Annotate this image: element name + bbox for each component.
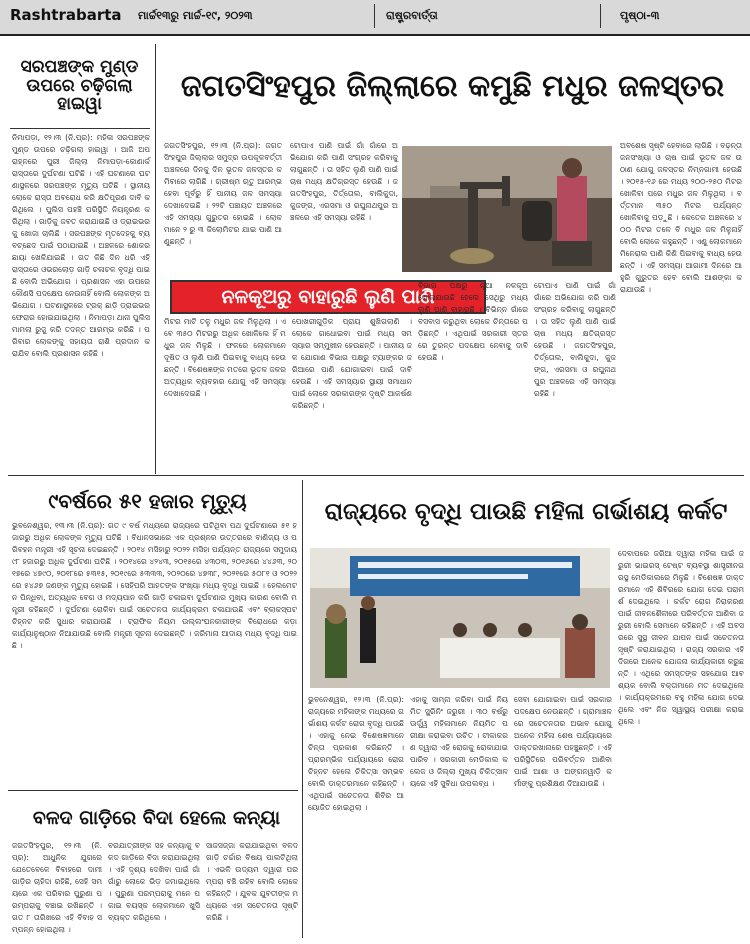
jagatsinghpur-col3a: ମିଟର ମାଟି ତଳୁ ମଧୁର ଜଳ ମିଳୁଥିଲା । ଏବେ ୩୫୦ ମିଟରରୁ ଅଧିକ ଖୋଳିଲେ ହିଁ ମଧୁର ଜଳ ମିଳୁଛି । ଫଳରେ ଲୋକମାନେ ଦୂଷିତ ଓ ଲୁଣି ପାଣି ପିଇବାକୁ ବାଧ୍ୟ ହେଉଛନ୍ତି । ବିଶେଷଜ୍ଞଙ୍କ ମତରେ ଭୂତଳ ଜଳର ଅତ୍ୟଧିକ ବ୍ୟବହାର ଯୋଗୁ ଏହି ସମସ୍ୟା ଦେଖାଦେଇଛି । [164,317,289,398]
bullock-cart-col1: ଜଗତସିଂହପୁର, ୧୨।୩ (ନି.ପ୍ର): ଆଧୁନିକ ଯୁଗରେ ଯେତେବେଳେ ବିବାହରେ ଦାମୀ ଗାଡ଼ିର ଚାହିଦା ରହିଛି, ସେହି ସମୟରେ ଏକ ପରିବାର ପୁରୁଣା ପରମ୍ପରାକୁ ବଞ୍ଚାଇ ରଖିଛନ୍ତି । ଗତ ୮ ତାରିଖରେ ଏହି ବିବାହ ସମ୍ପନ୍ନ ହୋଇଥିଲା । [12,841,105,934]
bullock-cart-col2: ବରଯାତ୍ରୀଙ୍କ ସହ କନ୍ୟାକୁ ବଳଦ ଗାଡ଼ିରେ ବିଦା କରାଯାଇଥିଲା । ଏହି ଦୃଶ୍ୟ ଦେଖିବା ପାଇଁ ଗାଁ ଗାଁରୁ ଲୋକେ ଭିଡ଼ ଜମାଇଥିଲେ । ପୁରୁଣା ପରମ୍ପରାକୁ ମନେ ପକାଇ ବୟସ୍କ ଲୋକମାନେ ଖୁସି ବ୍ୟକ୍ତ କରିଥିଲେ । [108,841,203,922]
cancer-col2: ଏହାକୁ ସାମ୍ନା କରିବା ପାଇଁ ନିୟମିତ ସ୍କ୍ରିନିଂ ଜରୁରୀ । ୩୦ ବର୍ଷରୁ ଊର୍ଦ୍ଧ୍ୱ ମହିଳାମାନେ ନିୟମିତ ପରୀକ୍ଷା କରାଇବା ଉଚିତ । ଟୀକାକରଣ ଦ୍ୱାରା ଏହି ରୋଗକୁ ରୋକାଯାଇପାରିବ । ସରକାରୀ ମେଡିକାଲ କଲେଜ ଓ ଜିଲ୍ଲା ମୁଖ୍ୟ ଚିକିତ୍ସାଳୟରେ ଏହି ସୁବିଧା ଉପଲବ୍ଧ । [410,695,511,788]
jagatsinghpur-col4b: ଟୋପାଏ ପାଣି ପାଇଁ ଗାଁ ଗାଁରେ ଅଭିଯୋଗ କରି ପାଣି ସଂଗ୍ରହ କରିବାକୁ ଲାଗୁଛନ୍ତି । ତା ସହିତ ଲୁଣି ପାଣି ପାଇଁ ଚାଷ ମଧ୍ୟ କ୍ଷତିଗ୍ରସ୍ତ ହେଉଛି । ଜଗତସିଂହପୁର, ତିର୍ତ୍ତୋଲ, ବାଲିକୁଦା, କୁଜଙ୍ଗ, ଏରସମା ଓ ରଘୁନାଥପୁର ଅଞ୍ଚଳରେ ଏହି ସମସ୍ୟା ରହିଛି । [534,281,619,398]
section-divider [8,475,744,476]
jagatsinghpur-col4: ବିଭାଗ ପକ୍ଷରୁ ନୂଆ ନଳକୂଅ ଖୋଳାଯାଉଛି ହେଲେ ସେଥିରୁ ମଧ୍ୟ ଲୁଣି ପାଣି ବାହାରୁଛି । ବିଭିନ୍ନ ଗାଁରେ ବସବାସ କରୁଥିବା ଲୋକେ ଚିନ୍ତାରେ ପଡ଼ିଛନ୍ତି । ଏଥିପାଇଁ ସରକାରୀ ସ୍ତରରେ ତୁରନ୍ତ ପଦକ୍ଷେପ ନେବାକୁ ଦାବି ହେଉଛି । [418,281,531,362]
page-number: ପୃଷ୍ଠା-୩ [620,9,660,22]
header-divider [374,4,375,28]
conference-photo-icon [310,548,610,688]
bullock-cart-headline: ବଳଦ ଗାଡ଼ିରେ ବିଦା ହେଲେ କନ୍ୟା [32,807,281,829]
jagatsinghpur-col3b: ପୋଖରୀଗୁଡ଼ିକ ପ୍ରାୟ ଶୁଖିଗଲାଣି । ଲୋକେ ଗାଧୋଇବା ପାଇଁ ମଧ୍ୟ ସମସ୍ୟାର ସମ୍ମୁଖୀନ ହେଉଛନ୍ତି । ପାନୀୟ ଜଳ ଯୋଗାଣ ବିଭାଗ ପକ୍ଷରୁ ଟ୍ୟାଙ୍କର ଜରିଆରେ ପାଣି ଯୋଗାଇବା ପାଇଁ ଦାବି ହେଉଛି । ଏହି ସମସ୍ୟାର ସ୍ଥାୟୀ ସମାଧାନ ପାଇଁ ଲୋକେ ସରକାରଙ୍କ ଦୃଷ୍ଟି ଆକର୍ଷଣ କରିଛନ୍ତି । [292,317,415,410]
jagatsinghpur-col1: ଜଗତସିଂହପୁର, ୧୨।୩ (ନି.ପ୍ର): ଜଗତସିଂହପୁର ଜିଲ୍ଲାର ସମୁଦ୍ର ଉପକୂଳବର୍ତ୍ତୀ ଅଞ୍ଚଳରେ ଦିନକୁ ଦିନ ଭୂତଳ ଜଳସ୍ତର କମିବାରେ ଲାଗିଛି । ଗ୍ରୀଷ୍ମ ଋତୁ ଆରମ୍ଭ ହେବା ପୂର୍ବରୁ ହିଁ ପାନୀୟ ଜଳ ସମସ୍ୟା ଦେଖାଦେଇଛି । ୨୨ଟି ପଞ୍ଚାୟତ ଅଞ୍ଚଳରେ ଏହି ସମସ୍ୟା ଗୁରୁତର ହୋଇଛି । ଲୋକମାନେ ୨ ରୁ ୩ କିଲୋମିଟର ଯାଇ ପାଣି ଆଣୁଛନ୍ତି । [164,141,285,246]
cancer-col3: ସେବା ଯୋଗାଇବା ପାଇଁ ସରକାର ପଦକ୍ଷେପ ନେଉଛନ୍ତି । ଗ୍ରାମାଞ୍ଚଳରେ ସଚେତନତାର ଅଭାବ ଯୋଗୁ ଅନେକ ମହିଳା ଶେଷ ପର୍ଯ୍ୟାୟରେ ଡାକ୍ତରଖାନାରେ ପହଞ୍ଚୁଛନ୍ତି । ଏହି ପରିସ୍ଥିତିରେ ପରିବର୍ତ୍ତନ ଆଣିବା ପାଇଁ ଆଶା ଓ ଅଙ୍ଗନୱାଡ଼ି କର୍ମୀଙ୍କୁ ପ୍ରଶିକ୍ଷଣ ଦିଆଯାଉଛି । [514,695,615,788]
jagatsinghpur-headline: ଜଗତସିଂହପୁର ଜିଲ୍ଲାରେ କମୁଛି ମଧୁର ଜଳସ୍ତର [180,69,725,104]
cancer-headline: ରାଜ୍ୟରେ ବୃଦ୍ଧି ପାଉଛି ମହିଳା ଗର୍ଭାଶୟ କର୍କଟ [324,499,728,525]
bullock-cart-col3: ସାଜସଜ୍ଜା କରାଯାଇଥିବା ବଳଦ ଗାଡ଼ି ଚର୍ଚ୍ଚାର ବିଷୟ ପାଲଟିଥିଲା । ଏଭଳି ଉଦ୍ୟମ ଦ୍ୱାରା ପରମ୍ପରା ବଞ୍ଚି ରହିବ ବୋଲି ଲୋକେ କହିଛନ୍ତି । ଯୁବକ ଯୁବତୀଙ୍କ ମଧ୍ୟରେ ଏହା ସଚେତନତା ସୃଷ୍ଟି କରିଛି । [206,841,301,922]
cancer-col1: ଭୁବନେଶ୍ୱର, ୧୨।୩ (ନି.ପ୍ର): ରାଜ୍ୟରେ ମହିଳାଙ୍କ ମଧ୍ୟରେ ଗର୍ଭାଶୟ କର୍କଟ ରୋଗ ବୃଦ୍ଧି ପାଉଛି । ଏହାକୁ ନେଇ ବିଶେଷଜ୍ଞମାନେ ଚିନ୍ତା ପ୍ରକାଶ କରିଛନ୍ତି । ପ୍ରାରମ୍ଭିକ ପର୍ଯ୍ୟାୟରେ ରୋଗ ଚିହ୍ନଟ ହେଲେ ଚିକିତ୍ସା ସମ୍ଭବ ବୋଲି ଡାକ୍ତରମାନେ କହିଛନ୍ତି । ଏଥିପାଇଁ ସଚେତନତା ଶିବିର ଆୟୋଜିତ ହୋଇଥିଲା । [308,695,407,812]
issue-date: ମାର୍ଚ୍ଚ୧୩ରୁ ମାର୍ଚ୍ଚ-୧୯, ୨୦୨୩ [138,9,253,22]
header-divider [600,4,601,28]
sarpanch-headline: ସରପଞ୍ଚଙ୍କ ମୁଣ୍ଡ ଉପରେ ଚଢ଼ିଗଲା ହାଇୱା [20,57,139,115]
ninety-years-body: ଭୁବନେଶ୍ୱର, ୧୩।୩ (ନି.ପ୍ର): ଗତ ୯ ବର୍ଷ ମଧ୍ୟରେ ରାଜ୍ୟରେ ଘଟିଥିବା ପଥ ଦୁର୍ଘଟଣାରେ ୫୧ ହଜାରରୁ ଅଧିକ ଲୋକଙ୍କ ମୃତ୍ୟୁ ଘଟିଛି । ବିଧାନସଭାରେ ଏକ ପ୍ରଶ୍ନର ଉତ୍ତରରେ ବାଣିଜ୍ୟ ଓ ପରିବହନ ମନ୍ତ୍ରୀ ଏହି ସୂଚନା ଦେଇଛନ୍ତି । ୨୦୧୪ ମସିହାରୁ ୨୦୨୨ ମସିହା ପର୍ଯ୍ୟନ୍ତ ରାଜ୍ୟରେ ସମୁଦାୟ ୯୮ ହଜାରରୁ ଅଧିକ ଦୁର୍ଘଟଣା ଘଟିଛି । ୨୦୧୪ରେ ୪୨୪୩, ୨୦୧୫ରେ ୪୩୦୩, ୨୦୧୬ରେ ୪୪୬୩, ୨୦୧୭ରେ ୪୭୯୦, ୨୦୧୮ରେ ୫୩୧୫, ୨୦୧୯ରେ ୫୩୩୩, ୨୦୨୦ରେ ୪୭୩୮, ୨୦୨୧ରେ ୫୦୮୧ ଓ ୨୦୨୨ରେ ୫୪୬୭ ଜଣଙ୍କ ମୃତ୍ୟୁ ହୋଇଛି । ସେହିପରି ଆହତଙ୍କ ସଂଖ୍ୟା ମଧ୍ୟ ବୃଦ୍ଧି ପାଇଛି । ହେଲମେଟ ନ ପିନ୍ଧିବା, ଅତ୍ୟଧିକ ବେଗ ଓ ମଦ୍ୟପାନ କରି ଗାଡ଼ି ଚଳାଇବା ଦୁର୍ଘଟଣାର ମୁଖ୍ୟ କାରଣ ବୋଲି ମନ୍ତ୍ରୀ କହିଛନ୍ତି । ଦୁର୍ଘଟଣା ରୋକିବା ପାଇଁ ସଚେତନତା କାର୍ଯ୍ୟକ୍ରମ ଚଳାଯାଉଛି ଏବଂ ବ୍ଲାକସ୍ପଟ ଚିହ୍ନଟ କରି ସୁଧାର କରାଯାଉଛି । ଟ୍ରାଫିକ ନିୟମ ଉଲ୍ଲଂଘନକାରୀଙ୍କ ବିରୋଧରେ କଡ଼ା କାର୍ଯ୍ୟାନୁଷ୍ଠାନ ନିଆଯାଉଛି ବୋଲି ମନ୍ତ୍ରୀ ସୂଚନା ଦେଇଛନ୍ତି । ଜରିମାନା ଆଦାୟ ମଧ୍ୟ ବୃଦ୍ଧି ପାଇଛି । [12,521,300,650]
salt-water-banner: ନଳକୂଅରୁ ବାହାରୁଛି ଲୁଣି ପାଣି [170,280,486,314]
masthead: Rashtrabarta [10,6,122,24]
hand-pump-photo-icon [402,146,612,272]
column-rule [302,480,303,938]
page-header [0,0,750,36]
jagatsinghpur-col5: ଅବଶେଷ ସୃଷ୍ଟି ହେବାରେ ଲାଗିଛି । ବଢ଼ନ୍ତା ଜନସଂଖ୍ୟା ଓ ଚାଷ ପାଇଁ ଭୂତଳ ଜଳ ଉଠାଣ ଯୋଗୁ ଜଳସ୍ତର ନିମ୍ନଗାମୀ ହେଉଛି । ୨୦୧୫-୧୬ ରେ ମଧ୍ୟ ୨୦୦-୨୫୦ ମିଟର ଖୋଳିବା ପରେ ମଧୁର ଜଳ ମିଳୁଥିଲା । ବର୍ତ୍ତମାନ ୩୫୦ ମିଟର ପର୍ଯ୍ୟନ୍ତ ଖୋଳିବାକୁ ପଡ଼ୁଛି । କେତେକ ଅଞ୍ଚଳରେ ୪୦୦ ମିଟର ତଳେ ବି ମଧୁର ଜଳ ମିଳୁନାହିଁ ବୋଲି ଲୋକେ କହୁଛନ୍ତି । ଏଣୁ ଲୋକମାନେ ମିନେରାଲ ପାଣି କିଣି ପିଇବାକୁ ବାଧ୍ୟ ହେଉଛନ୍ତି । ଏହି ସମସ୍ୟା ଆଗାମୀ ଦିନରେ ଆହୁରି ଗୁରୁତର ହେବ ବୋଲି ଆଶଙ୍କା କରାଯାଉଛି । [620,141,745,294]
section-divider [8,790,298,791]
sarpanch-body: ନିମାପଡ଼ା, ୧୨।୩ (ନି.ପ୍ର): ମହିଳା ସରପଞ୍ଚଙ୍କ ମୁଣ୍ଡ ଉପରେ ଚଢ଼ିଗଲା ହାଇୱା । ଆଜି ଅପରାହ୍ନରେ ପୁରୀ ଜିଲ୍ଲା ନିମାପଡ଼ା-କୋଣାର୍କ ରାସ୍ତାରେ ଦୁର୍ଘଟଣା ଘଟିଛି । ଏହି ଘଟଣାରେ ଘଟଣାସ୍ଥଳରେ ସରପଞ୍ଚଙ୍କ ମୃତ୍ୟୁ ଘଟିଛି । ସ୍ଥାନୀୟ ଲୋକେ ରାସ୍ତା ଅବରୋଧ କରି କ୍ଷତିପୂରଣ ଦାବି କରିଥିଲେ । ପୁଲିସ ପହଞ୍ଚି ପରିସ୍ଥିତି ନିୟନ୍ତ୍ରଣ କରିଥିଲା । ଗାଡ଼ିକୁ ଜବତ କରାଯାଇଛି ଓ ଡ୍ରାଇଭରକୁ ଖୋଜା ଚାଲିଛି । ସରପଞ୍ଚଙ୍କ ମୃତଦେହକୁ ବ୍ୟବଚ୍ଛେଦ ପାଇଁ ପଠାଯାଇଛି । ଅଞ୍ଚଳରେ ଶୋକର ଛାୟା ଖେଳିଯାଇଛି । ଗତ କିଛି ଦିନ ଧରି ଏହି ରାସ୍ତାରେ ଓଭରଲୋଡ଼ ଗାଡ଼ି ଚଳାଚଳ ବୃଦ୍ଧି ପାଇଛି ବୋଲି ଅଭିଯୋଗ । ପ୍ରଶାସନ ଏହା ଉପରେ କୌଣସି ପଦକ୍ଷେପ ନେଉନାହିଁ ବୋଲି ଲୋକଙ୍କ ଅଭିଯୋଗ । ଘଟଣାସ୍ଥଳରେ ଟ୍ରକ୍ ଛାଡ଼ି ଡ୍ରାଇଭର ଫେରାର ହୋଇଯାଇଥିଲା । ନିମାପଡ଼ା ଥାନା ପୁଲିସ ମାମଲା ରୁଜୁ କରି ତଦନ୍ତ ଆରମ୍ଭ କରିଛି । ପରିବାର ଲୋକଙ୍କୁ ସହାୟତା ରାଶି ପ୍ରଦାନ କରାଯିବ ବୋଲି ପ୍ରଶାସନ କହିଛି । [12,133,153,358]
jagatsinghpur-col2: ଟୋପାଏ ପାଣି ପାଇଁ ଗାଁ ଗାଁରେ ଅଭିଯୋଗ କରି ପାଣି ସଂଗ୍ରହ କରିବାକୁ ଲାଗୁଛନ୍ତି । ତା ସହିତ ଲୁଣି ପାଣି ପାଇଁ ଚାଷ ମଧ୍ୟ କ୍ଷତିଗ୍ରସ୍ତ ହେଉଛି । ଜଗତସିଂହପୁର, ତିର୍ତ୍ତୋଲ, ବାଲିକୁଦା, କୁଜଙ୍ଗ, ଏରସମା ଓ ରଘୁନାଥପୁର ଅଞ୍ଚଳରେ ଏହି ସମସ୍ୟା ରହିଛି । [290,141,401,222]
cancer-col4: ଦେବାପରେ ଜରିଆ ଦ୍ୱାରା ମହିଳା ପାଇଁ ଜରୁରୀ ଭାଇରସ୍ ଟେଷ୍ଟ ବ୍ୟବସ୍ଥା ଶାସ୍ତ୍ରୀନଗରସ୍ଥ ମେଡିକାଲରେ ମିଳୁଛି । ବିଶେଷଜ୍ଞ ଡାକ୍ତରମାନେ ଏହି ଶିବିରରେ ଯୋଗ ଦେଇ ପରାମର୍ଶ ଦେଇଥିଲେ । କର୍କଟ ରୋଗ ନିରାକରଣ ପାଇଁ ଜୀବନଶୈଳୀରେ ପରିବର୍ତ୍ତନ ଆଣିବା ଜରୁରୀ ବୋଲି ସେମାନେ କହିଛନ୍ତି । ଏହି ଅବସରରେ ସୁସ୍ଥ ଜୀବନ ଯାପନ ପାଇଁ ସଚେତନତା ସୃଷ୍ଟି କରାଯାଇଥିଲା । ରାଜ୍ୟ ସରକାର ଏହି ଦିଗରେ ଅନେକ ଯୋଜନା କାର୍ଯ୍ୟକାରୀ କରୁଛନ୍ତି । ଏଥିରେ ସମସ୍ତଙ୍କ ସହଯୋଗ ଆବଶ୍ୟକ ବୋଲି ବକ୍ତାମାନେ ମତ ଦେଇଥିଲେ । କାର୍ଯ୍ୟକ୍ରମରେ ବହୁ ମହିଳା ଯୋଗ ଦେଇଥିଲେ ଏବଂ ନିଜ ସ୍ୱାସ୍ଥ୍ୟ ପରୀକ୍ଷା କରାଇଥିଲେ । [618,549,747,726]
column-rule [155,44,156,474]
ninety-years-headline: ୯ବର୍ଷରେ ୫୧ ହଜାର ମୃତ୍ୟୁ [48,489,247,513]
divider [10,128,150,129]
paper-name: ରାଷ୍ଟ୍ରବାର୍ତ୍ତା [386,9,438,22]
